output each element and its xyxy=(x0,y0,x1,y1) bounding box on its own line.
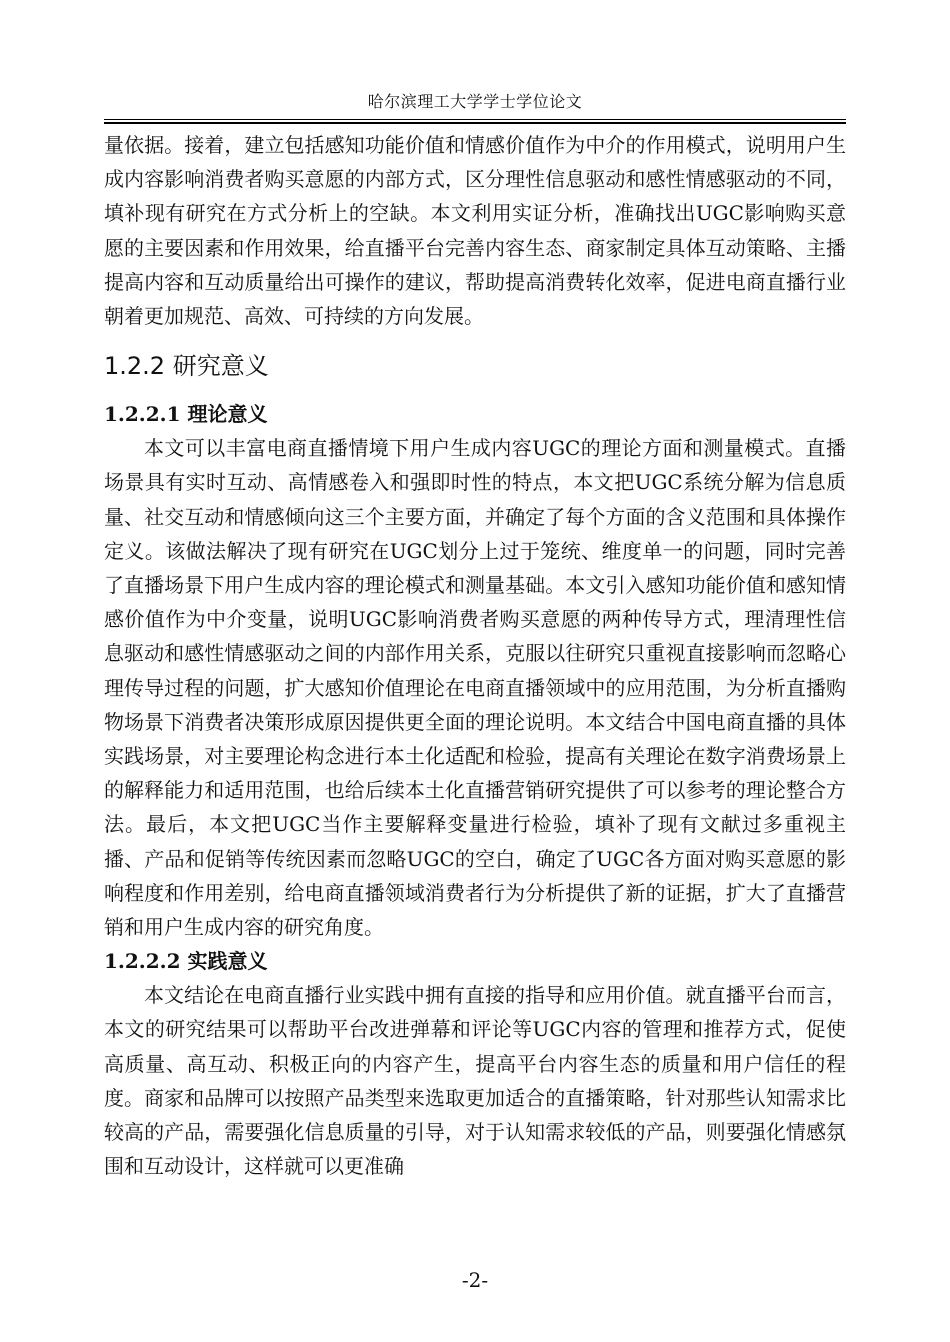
subsection-heading-theory: 1.2.2.1 理论意义 xyxy=(104,402,268,427)
subsection-heading-practice: 1.2.2.2 实践意义 xyxy=(104,949,268,974)
section-heading: 1.2.2 研究意义 xyxy=(104,352,269,381)
page-body xyxy=(104,128,846,1183)
page-number: -2- xyxy=(461,1268,489,1292)
running-header: 哈尔滨理工大学学士学位论文 xyxy=(367,92,583,111)
intro-paragraph: 量依据。接着，建立包括感知功能价值和情感价值作为中介的作用模式，说明用户生成内容影响消费者购买意愿的内部方式，区分理性信息驱动和感性情感驱动的不同，填补现有研究在方式分析上的空缺。本文利用实证分析，准确找出UGC影响购买意愿的主要因素和作用效果，给直播平台完善内容生态、商家制定具体互动策略、主播提高内容和互动质量给出可操作的建议，帮助提高消费转化效率，促进电商直播行业朝着更加规范、高效、可持续的方向发展。 xyxy=(104,133,846,329)
header-rule-thick xyxy=(104,122,846,124)
practice-paragraph: 本文结论在电商直播行业实践中拥有直接的指导和应用价值。就直播平台而言，本文的研究结果可以帮助平台改进弹幕和评论等UGC内容的管理和推荐方式，促使高质量、高互动、积极正向的内容产生，提高平台内容生态的质量和用户信任的程度。商家和品牌可以按照产品类型来选取更加适合的直播策略，针对那些认知需求比较高的产品，需要强化信息质量的引导，对于认知需求较低的产品，则要强化情感氛围和互动设计，这样就可以更准确 xyxy=(104,983,846,1179)
header-rule-thin xyxy=(104,119,846,120)
theory-paragraph: 本文可以丰富电商直播情境下用户生成内容UGC的理论方面和测量模式。直播场景具有实时互动、高情感卷入和强即时性的特点，本文把UGC系统分解为信息质量、社交互动和情感倾向这三个主要方面，并确定了每个方面的含义范围和具体操作定义。该做法解决了现有研究在UGC划分上过于笼统、维度单一的问题，同时完善了直播场景下用户生成内容的理论模式和测量基础。本文引入感知功能价值和感知情感价值作为中介变量，说明UGC影响消费者购买意愿的两种传导方式，理清理性信息驱动和感性情感驱动之间的内部作用关系，克服以往研究只重视直接影响而忽略心理传导过程的问题，扩大感知价值理论在电商直播领域中的应用范围，为分析直播购物场景下消费者决策形成原因提供更全面的理论说明。本文结合中国电商直播的具体实践场景，对主要理论构念进行本土化适配和检验，提高有关理论在数字消费场景上的解释能力和适用范围，也给后续本土化直播营销研究提供了可以参考的理论整合方法。最后，本文把UGC当作主要解释变量进行检验，填补了现有文献过多重视主播、产品和促销等传统因素而忽略UGC的空白，确定了UGC各方面对购买意愿的影响程度和作用差别，给电商直播领域消费者行为分析提供了新的证据，扩大了直播营销和用户生成内容的研究角度。 xyxy=(104,436,846,940)
